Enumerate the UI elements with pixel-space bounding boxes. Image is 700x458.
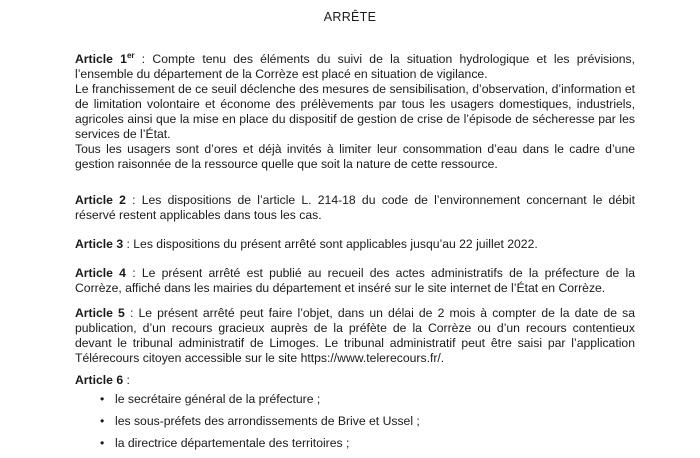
article-1 [75, 52, 635, 172]
article-5-label: Article 5 [75, 306, 125, 320]
article-6-recipient-list [75, 392, 635, 450]
article-3-text: : Les dispositions du présent arrêté sont applicables jusqu’au 22 juillet 2022. [123, 237, 538, 251]
article-6-label: Article 6 [75, 373, 124, 387]
list-item: • les sous-préfets des arrondissements de Brive et Ussel ; [100, 414, 420, 428]
document-title: ARRÊTE [323, 10, 377, 24]
article-4 [75, 266, 635, 296]
bullet-icon: • [100, 436, 105, 450]
article-5-text: : Le présent arrêté peut faire l’objet, dans un délai de 2 mois à compter de la date de sa publication, d’un recours gracieux auprès de la préfète de la Corrèze ou d’un recours contentieux devant le tribunal administratif de Limoges. Le tribunal administratif peut être saisi par l’application Télérecours citoyen accessible sur le site [75, 306, 635, 365]
article-4-label: Article 4 [75, 266, 126, 280]
article-1-label: Article 1er [75, 50, 135, 66]
article-2 [75, 193, 635, 223]
article-6-text: : [123, 373, 130, 387]
list-item: • le secrétaire général de la préfecture ; [100, 392, 321, 406]
article-3 [75, 237, 635, 252]
article-2-label: Article 2 [75, 193, 126, 207]
article-4-text: : Le présent arrêté est publié au recueil des actes administratifs de la préfecture de la Corrèze, affiché dans les mairies du département et inséré sur le site internet de l’État en Corrèze. [75, 266, 635, 295]
article-1-text-2: Le franchissement de ce seuil déclenche des mesures de sensibilisation, d’observation, d’information et de limitation volontaire et économe des prélèvements par tous les usagers domestiques, industriels, agricoles ainsi que la mise en place du dispositif de gestion de crise de l’épisode de sécheresse par les services de l’État. [75, 82, 635, 141]
bullet-icon: • [100, 392, 105, 406]
article-6 [75, 373, 635, 388]
article-1-text-1: : Compte tenu des éléments du suivi de la situation hydrologique et les prévisions, l’ensemble du département de la Corrèze est placé en situation de vigilance. [75, 52, 635, 81]
list-item: • la directrice départementale des territoires ; [100, 436, 350, 450]
article-2-text: : Les dispositions de l’article L. 214-18 du code de l’environnement concernant le débit réservé restent applicables dans tous les cas. [75, 193, 635, 222]
telerecours-link[interactable]: https://www.telerecours.fr/ [300, 351, 441, 365]
bullet-icon: • [100, 414, 105, 428]
article-5: Article 5 : Le présent arrêté peut faire l’objet, dans un délai de 2 mois à compter de la date de sa publication, d’un recours gracieux auprès de la préfète de la Corrèze ou d’un recours contentieux devant le tribunal administratif de Limoges. Le tribunal administratif peut être saisi par l’application Télérecours citoyen accessible sur le site https://www.telerecours.fr/. [75, 306, 635, 365]
article-3-label: Article 3 [75, 237, 124, 251]
article-1-text-3: Tous les usagers sont d’ores et déjà invités à limiter leur consommation d’eau dans le cadre d’une gestion raisonnée de la ressource quelle que soit la nature de cette ressource. [75, 142, 635, 171]
